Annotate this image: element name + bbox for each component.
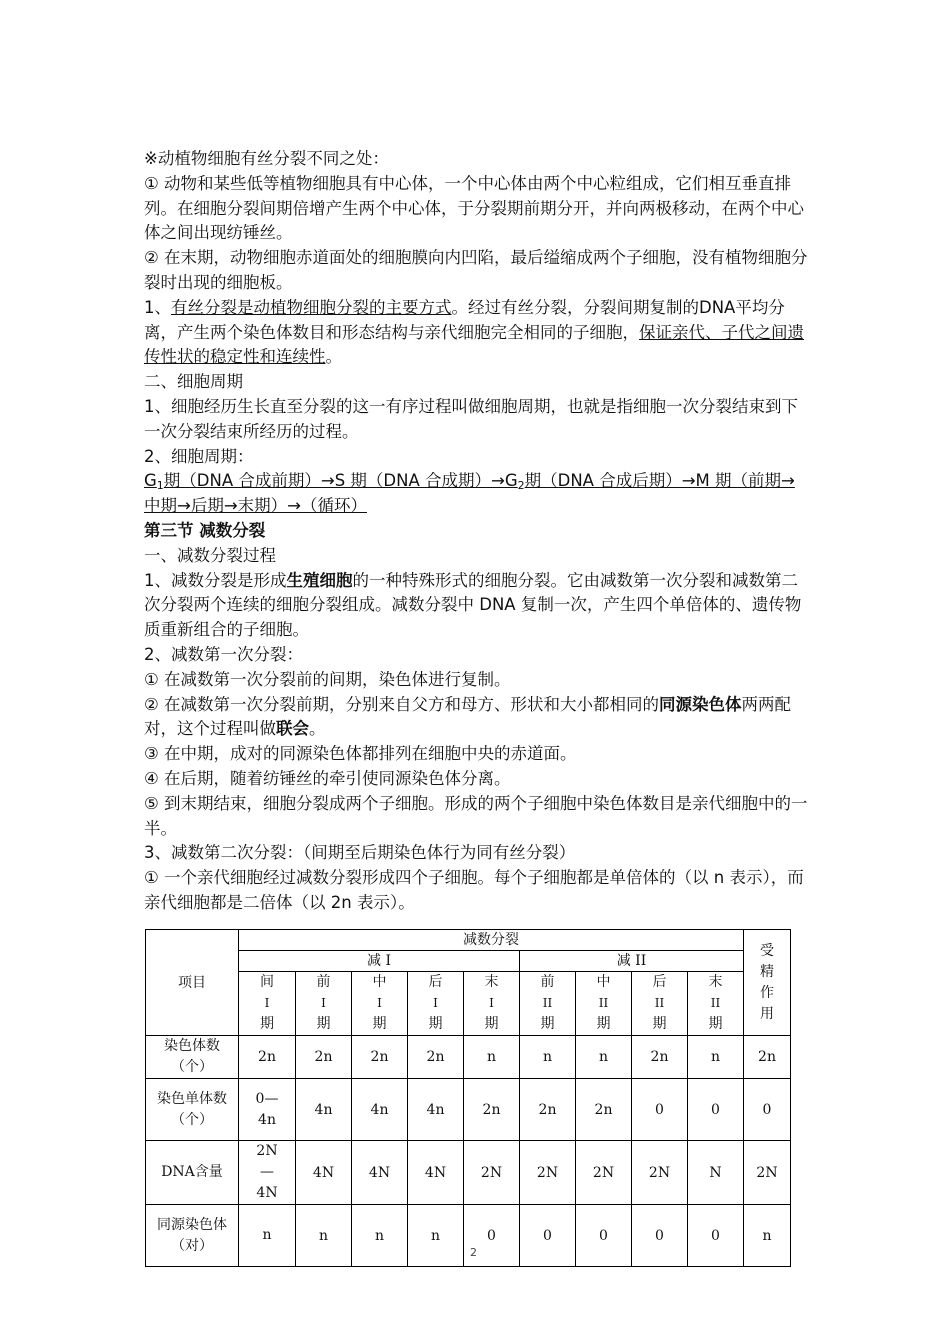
phase-header-cell <box>632 972 688 1036</box>
value-cell: 2n <box>296 1036 352 1079</box>
phase-header-cell <box>239 972 296 1036</box>
row-label-cell: 同源染色体（对） <box>146 1205 239 1267</box>
paragraph: ※动植物细胞有丝分裂不同之处： <box>144 149 389 168</box>
phase-suffix: 期 <box>428 1016 443 1032</box>
item-header-cell: 项目 <box>146 930 239 1036</box>
phase-header-cell <box>296 972 352 1036</box>
meiosis-2-header-cell: 减 II <box>520 951 744 972</box>
paragraph: ① 一个亲代细胞经过减数分裂形成四个子细胞。每个子细胞都是单倍体的（以 n 表示），而亲代细胞都是二倍体（以 2n 表示）。 <box>144 868 804 912</box>
value-cell: n <box>576 1036 632 1079</box>
phase-name: 前 <box>540 974 555 990</box>
phase-roman: II <box>598 996 609 1010</box>
value-cell: 4n <box>408 1079 464 1141</box>
paragraph: ② 在末期，动物细胞赤道面处的细胞膜向内凹陷，最后缢缩成两个子细胞，没有植物细胞分裂时出现的细胞板。 <box>144 248 808 292</box>
table-row <box>146 1036 791 1079</box>
phase-roman: I <box>377 996 382 1010</box>
phase-suffix: 期 <box>596 1016 611 1032</box>
value-cell: n <box>239 1205 296 1267</box>
paragraph: 1、细胞经历生长直至分裂的这一有序过程叫做细胞周期，也就是指细胞一次分裂结束到下一次分裂结束所经历的过程。 <box>144 396 798 441</box>
bold-term: 同源染色体 <box>659 694 742 714</box>
value-cell: n <box>352 1205 408 1267</box>
phase-roman: II <box>654 996 665 1010</box>
text: ② 在减数第一次分裂前期，分别来自父方和母方、形状和大小都相同的 <box>144 694 660 714</box>
value-cell: 4n <box>296 1079 352 1141</box>
text: 的一种特殊形式的细胞分裂。它由减数第一次分裂和减数第二次分裂两个连续的细胞分裂组成。减数分裂中 DNA 复制一次，产生四个单倍体的、遗传物质重新组合的子细胞。 <box>144 570 802 640</box>
text: 期（DNA 合成后期）→M 期（前期→中期→后期→末期）→（循环） <box>144 471 795 516</box>
value-cell: 4n <box>352 1079 408 1141</box>
phase-roman: II <box>710 996 721 1010</box>
value-cell: 2N <box>520 1141 576 1205</box>
paragraph: ⑤ 到末期结束，细胞分裂成两个子细胞。形成的两个子细胞中染色体数目是亲代细胞中的一半。 <box>144 793 808 838</box>
value-cell: n <box>464 1036 520 1079</box>
text: 。经过有丝分裂，分裂间期复制的DNA平均分离，产生两个染色体数目和形态结构与亲代细胞完全相同的子细胞， <box>144 297 785 342</box>
value-cell: 2n <box>520 1079 576 1141</box>
value-cell: 0 <box>576 1205 632 1267</box>
value-cell: 4N <box>352 1141 408 1205</box>
text: 1、减数分裂是形成 <box>144 570 287 590</box>
value-cell: N <box>688 1141 744 1205</box>
paragraph: ① 动物和某些低等植物细胞具有中心体，一个中心体由两个中心粒组成，它们相互垂直排列。在细胞分裂间期倍增产生两个中心体，于分裂期前期分开，并向两极移动，在两个中心体之间出现纺锤丝。 <box>144 173 804 243</box>
paragraph: 2、细胞周期： <box>144 446 254 466</box>
section-heading: 一、减数分裂过程 <box>144 545 276 565</box>
phase-header-cell <box>408 972 464 1036</box>
phase-roman: I <box>433 996 438 1010</box>
value-cell: 2n <box>239 1036 296 1079</box>
paragraph: ④ 在后期，随着纺锤丝的牵引使同源染色体分离。 <box>144 768 511 788</box>
phase-name: 末 <box>708 974 723 990</box>
bold-term: 生殖细胞 <box>286 570 353 590</box>
subscript: 1 <box>156 479 164 493</box>
value-cell: 4N <box>408 1141 464 1205</box>
meiosis-header-cell: 减数分裂 <box>239 930 744 951</box>
value-cell: 0 <box>632 1079 688 1141</box>
value-cell: n <box>408 1205 464 1267</box>
value-cell: 0 <box>632 1205 688 1267</box>
fertilization-value-cell: 0 <box>744 1079 791 1141</box>
phase-name: 前 <box>316 974 331 990</box>
phase-roman: II <box>542 996 553 1010</box>
value-cell: 2N <box>576 1141 632 1205</box>
phase-suffix: 期 <box>484 1016 499 1032</box>
bold-term: 联会 <box>276 719 309 739</box>
phase-roman: I <box>321 996 326 1010</box>
value-cell: 2n <box>632 1036 688 1079</box>
phase-header-cell <box>576 972 632 1036</box>
phase-name: 中 <box>596 974 611 990</box>
table-row <box>146 1141 791 1205</box>
fertilization-header-cell: 受精作用 <box>744 930 791 1036</box>
value-cell: 2n <box>352 1036 408 1079</box>
phase-name: 后 <box>428 974 443 990</box>
text: 。 <box>325 347 342 367</box>
section-heading: 二、细胞周期 <box>144 372 243 392</box>
value-cell: 0 <box>688 1205 744 1267</box>
paragraph: 2、减数第一次分裂： <box>144 644 303 664</box>
phase-suffix: 期 <box>372 1016 387 1032</box>
row-label-cell: 染色体数（个） <box>146 1036 239 1079</box>
phase-suffix: 期 <box>708 1016 723 1032</box>
subscript: 2 <box>517 479 525 493</box>
paragraph: ① 在减数第一次分裂前的间期，染色体进行复制。 <box>144 669 511 689</box>
paragraph: ③ 在中期，成对的同源染色体都排列在细胞中央的赤道面。 <box>144 744 577 764</box>
page-number: 2 <box>470 1246 477 1259</box>
underlined-text: 有丝分裂是动植物细胞分裂的主要方式 <box>171 297 452 317</box>
value-cell: 0—4n <box>239 1079 296 1141</box>
value-cell: 0 <box>520 1205 576 1267</box>
phase-name: 后 <box>652 974 667 990</box>
text: 期（DNA 合成前期）→S 期（DNA 合成期）→G <box>163 471 518 491</box>
fertilization-value-cell: 2n <box>744 1036 791 1079</box>
text: 1、 <box>144 297 171 317</box>
phase-name: 中 <box>372 974 387 990</box>
value-cell: 2N—4N <box>239 1141 296 1205</box>
phase-suffix: 期 <box>316 1016 331 1032</box>
paragraph <box>144 296 808 370</box>
phase-suffix: 期 <box>540 1016 555 1032</box>
meiosis-table <box>145 929 791 1267</box>
value-cell: 2n <box>576 1079 632 1141</box>
phase-suffix: 期 <box>260 1016 274 1032</box>
value-cell: 2n <box>408 1036 464 1079</box>
value-cell: 2N <box>464 1141 520 1205</box>
meiosis-1-header-cell: 减 I <box>239 951 520 972</box>
row-label-cell: DNA含量 <box>146 1141 239 1205</box>
fertilization-value-cell: n <box>744 1205 791 1267</box>
cell-cycle-sequence <box>144 469 808 519</box>
text: 。 <box>309 719 326 739</box>
phase-header-cell <box>688 972 744 1036</box>
value-cell: n <box>296 1205 352 1267</box>
document-body <box>144 147 808 916</box>
paragraph: 3、减数第二次分裂：（间期至后期染色体行为同有丝分裂） <box>144 843 576 863</box>
phase-header-cell <box>520 972 576 1036</box>
fertilization-value-cell: 2N <box>744 1141 791 1205</box>
phase-roman: I <box>264 996 270 1010</box>
phase-suffix: 期 <box>652 1016 667 1032</box>
table-row <box>146 1205 791 1267</box>
phase-roman: I <box>489 996 494 1010</box>
phase-header-cell <box>352 972 408 1036</box>
chapter-heading: 第三节 减数分裂 <box>144 520 266 540</box>
underlined-text: 保证亲代、子代之间遗传性状的稳定性和连续性 <box>144 322 804 367</box>
row-label-cell: 染色单体数（个） <box>146 1079 239 1141</box>
paragraph <box>144 569 808 643</box>
phase-name: 末 <box>484 974 499 990</box>
value-cell: 0 <box>464 1205 520 1267</box>
table-row <box>146 1079 791 1141</box>
value-cell: n <box>520 1036 576 1079</box>
value-cell: 2n <box>464 1079 520 1141</box>
value-cell: n <box>688 1036 744 1079</box>
value-cell: 4N <box>296 1141 352 1205</box>
value-cell: 2N <box>632 1141 688 1205</box>
paragraph <box>144 693 808 743</box>
phase-header-cell <box>464 972 520 1036</box>
text: 两两配对，这个过程叫做 <box>144 694 792 739</box>
phase-name: 间 <box>260 974 274 990</box>
value-cell: 0 <box>688 1079 744 1141</box>
text: G <box>144 471 157 491</box>
